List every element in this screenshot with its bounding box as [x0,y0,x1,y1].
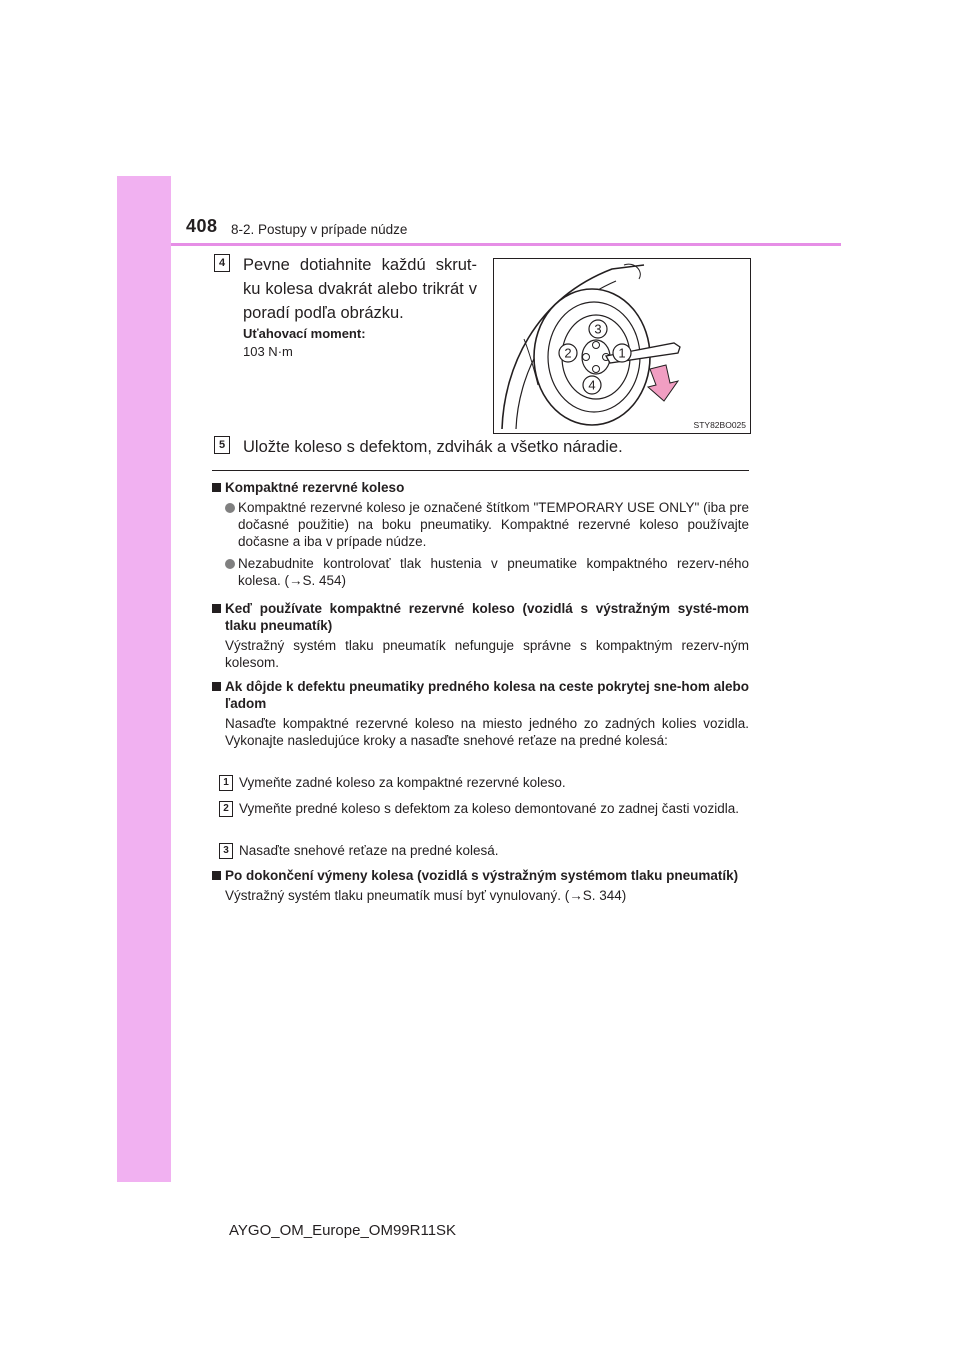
wheel-nut-3 [593,342,600,349]
callout-2-label: 2 [564,345,572,361]
round-bullet-icon [225,559,235,569]
figure-code: STY82BO025 [693,420,746,430]
note-after-replacement [212,867,749,904]
note-text-after: Výstražný systém tlaku pneumatík musí byť vynulovaný. (→S. 344) [225,888,627,903]
square-bullet-icon [212,604,221,613]
snow-step-1-number: 1 [219,775,233,791]
section-divider [212,470,749,471]
callout-3 [589,320,607,338]
callout-4-label: 4 [588,377,596,393]
snow-step-2-text: Vymeňte predné koleso s defektom za koleso demontované zo zadnej časti vozidla. [239,801,740,816]
callout-1-label: 1 [618,345,626,361]
section-title: 8-2. Postupy v prípade núdze [231,222,408,237]
snow-step-2-number: 2 [219,801,233,817]
snow-step-3-text: Nasaďte snehové reťaze na predné kolesá. [239,843,499,858]
torque-label: Uťahovací moment: [243,326,366,341]
step-5-number: 5 [214,436,230,454]
callout-4 [583,376,601,394]
note-text-tpms: Výstražný systém tlaku pneumatík nefunguje správne s kompaktným rezerv-ným kolesom. [225,638,749,670]
wheel-illustration [494,259,750,433]
snow-step-3-number: 3 [219,843,233,859]
note-text-snow: Nasaďte kompaktné rezervné koleso na miesto jedného zo zadných kolies vozidla. Vykonajte nasledujúce kroky a nasaďte snehové reťaze na predné kolesá: [225,716,749,748]
callout-1 [613,344,631,362]
page-number: 408 [186,216,218,236]
step-4-number: 4 [214,254,230,272]
note-compact-spare [212,479,749,589]
turn-direction-arrow [648,365,678,401]
chapter-sidebar-tab [117,176,171,1182]
footer-document-code: AYGO_OM_Europe_OM99R11SK [229,1222,457,1239]
round-bullet-icon [225,503,235,513]
snow-step-1-text: Vymeňte zadné koleso za kompaktné rezervné koleso. [239,775,566,790]
callout-3-label: 3 [594,321,602,337]
callout-2 [559,344,577,362]
wheel-nut-tightening-figure [493,258,751,434]
note-bullet-compact-1: Kompaktné rezervné koleso je označené štítkom "TEMPORARY USE ONLY" (iba pre dočasné použitie) na boku pneumatiky. Kompaktné rezervné koleso používajte dočasne a iba v prípade núdze. [212,499,749,550]
note-tpms-compact [212,600,749,671]
note-heading-compact: Kompaktné rezervné koleso [212,479,749,496]
square-bullet-icon [212,871,221,880]
wheel-nut-2 [583,354,590,361]
note-heading-snow: Ak dôjde k defektu pneumatiky predného kolesa na ceste pokrytej sne-hom alebo ľadom [212,678,749,712]
square-bullet-icon [212,483,221,492]
square-bullet-icon [212,682,221,691]
note-heading-tpms: Keď používate kompaktné rezervné koleso (vozidlá s výstražným systé-mom tlaku pneumatík) [212,600,749,634]
step-4-text: Pevne dotiahnite každú skrut-ku kolesa dvakrát alebo trikrát v poradí podľa obrázku. [243,256,477,322]
note-snow-ice [212,678,749,749]
header-rule [171,243,841,246]
step-5-text: Uložte koleso s defektom, zdvihák a všetko náradie. [243,438,623,456]
note-heading-after: Po dokončení výmeny kolesa (vozidlá s výstražným systémom tlaku pneumatík) [212,867,749,884]
note-bullet-compact-2: Nezabudnite kontrolovať tlak hustenia v pneumatike kompaktného rezerv-ného kolesa. (→S. 454) [212,555,749,589]
wheel-nut-4 [593,366,600,373]
torque-value: 103 N·m [243,344,293,359]
